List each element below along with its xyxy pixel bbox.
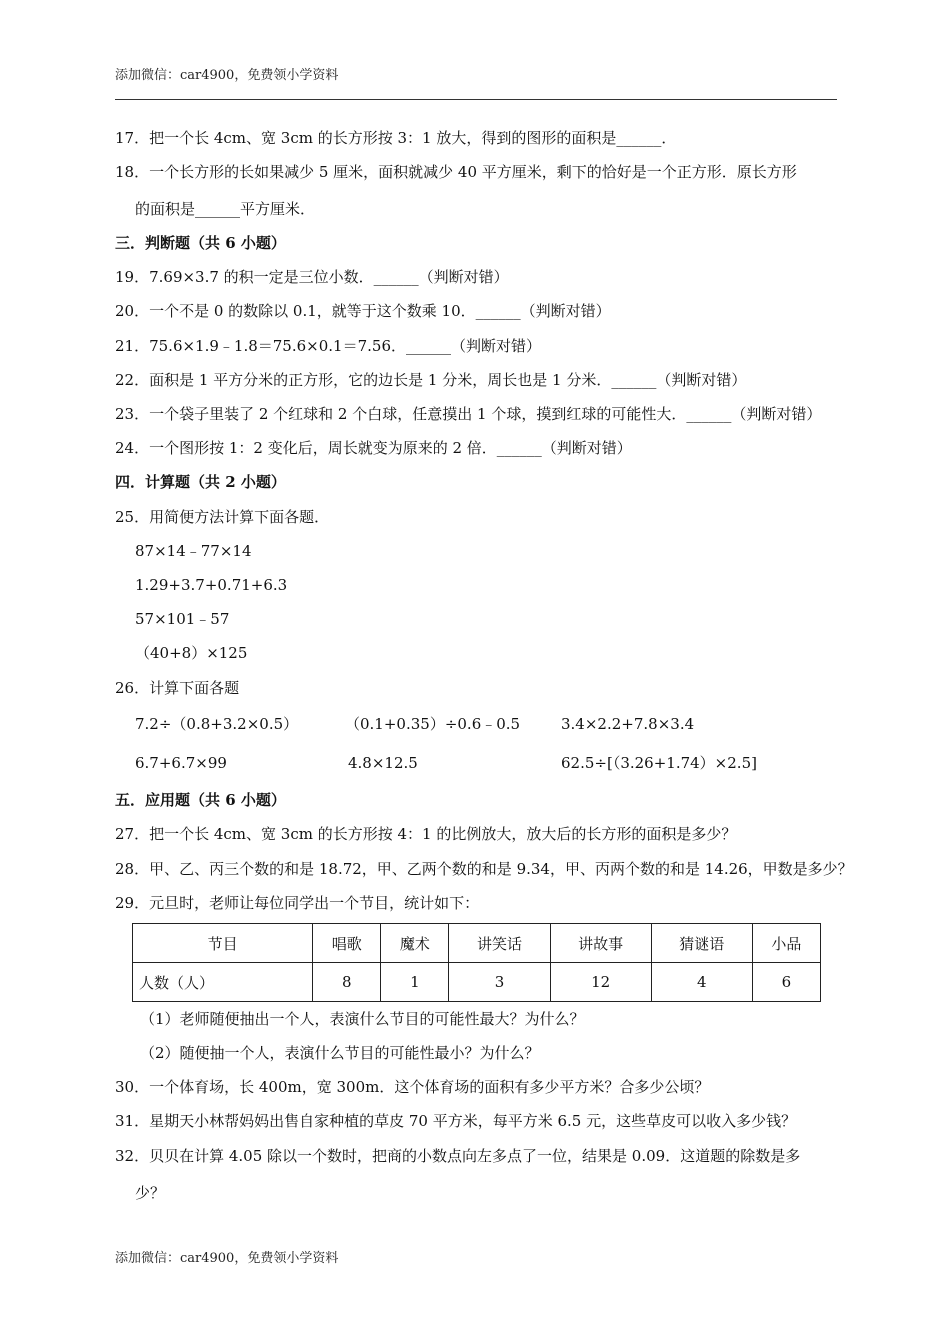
calc-item: （0.1+0.35）÷0.6﹣0.5 xyxy=(345,715,521,733)
question-18-cont: 的面积是______平方厘米． xyxy=(135,200,316,218)
question-26: 26．计算下面各题 xyxy=(115,679,240,697)
question-22: 22．面积是 1 平方分米的正方形，它的边长是 1 分米，周长也是 1 分米．______（判断对错） xyxy=(115,371,747,389)
question-32-cont: 少？ xyxy=(135,1184,166,1202)
table-cell: 节目 xyxy=(133,924,313,963)
table-header-row xyxy=(133,924,821,963)
question-24: 24．一个图形按 1：2 变化后，周长就变为原来的 2 倍．______（判断对错） xyxy=(115,439,632,457)
question-32: 32．贝贝在计算 4.05 除以一个数时，把商的小数点向左多点了一位，结果是 0.09．这道题的除数是多 xyxy=(115,1147,801,1165)
calc-item: 87×14﹣77×14 xyxy=(135,542,252,560)
calc-item: 3.4×2.2+7.8×3.4 xyxy=(561,715,695,733)
calc-item: 57×101﹣57 xyxy=(135,610,230,628)
table-cell: 魔术 xyxy=(381,924,449,963)
question-27: 27．把一个长 4cm、宽 3cm 的长方形按 4：1 的比例放大，放大后的长方形的面积是多少？ xyxy=(115,825,737,843)
table-cell: 讲故事 xyxy=(550,924,651,963)
table-row xyxy=(133,963,821,1002)
calc-item: 62.5÷[（3.26+1.74）×2.5] xyxy=(561,754,757,772)
header-divider xyxy=(115,99,837,100)
table-cell: 讲笑话 xyxy=(449,924,550,963)
table-cell: 6 xyxy=(752,963,820,1002)
question-17: 17．把一个长 4cm、宽 3cm 的长方形按 3：1 放大，得到的图形的面积是______． xyxy=(115,129,677,147)
page-footer: 添加微信：car4900，免费领小学资料 xyxy=(115,1251,339,1266)
question-21: 21．75.6×1.9﹣1.8＝75.6×0.1＝7.56．______（判断对错） xyxy=(115,337,541,355)
question-29: 29．元旦时，老师让每位同学出一个节目，统计如下： xyxy=(115,894,480,912)
question-30: 30．一个体育场，长 400m，宽 300m．这个体育场的面积有多少平方米？合多少公顷？ xyxy=(115,1078,710,1096)
question-18: 18．一个长方形的长如果减少 5 厘米，面积就减少 40 平方厘米，剩下的恰好是一个正方形．原长方形 xyxy=(115,163,797,181)
question-25: 25．用简便方法计算下面各题． xyxy=(115,508,330,526)
table-cell: 唱歌 xyxy=(313,924,381,963)
question-29-part-1: （1）老师随便抽出一个人，表演什么节目的可能性最大？为什么？ xyxy=(140,1010,585,1028)
question-20: 20．一个不是 0 的数除以 0.1，就等于这个数乘 10．______（判断对错） xyxy=(115,302,611,320)
program-table xyxy=(132,923,821,1002)
question-31: 31．星期天小林帮妈妈出售自家种植的草皮 70 平方米，每平方米 6.5 元，这些草皮可以收入多少钱？ xyxy=(115,1112,797,1130)
table-cell: 4 xyxy=(651,963,752,1002)
table-cell: 1 xyxy=(381,963,449,1002)
section-5-title: 五．应用题（共 6 小题） xyxy=(115,791,286,809)
calc-item: 6.7+6.7×99 xyxy=(135,754,227,772)
section-4-title: 四．计算题（共 2 小题） xyxy=(115,473,286,491)
calc-item: （40+8）×125 xyxy=(135,644,248,662)
table-cell: 12 xyxy=(550,963,651,1002)
table-cell: 猜谜语 xyxy=(651,924,752,963)
table-cell: 小品 xyxy=(752,924,820,963)
calc-item: 7.2÷（0.8+3.2×0.5） xyxy=(135,715,299,733)
calc-item: 4.8×12.5 xyxy=(348,754,418,772)
section-3-title: 三．判断题（共 6 小题） xyxy=(115,234,286,252)
question-19: 19．7.69×3.7 的积一定是三位小数．______（判断对错） xyxy=(115,268,509,286)
question-23: 23．一个袋子里装了 2 个红球和 2 个白球，任意摸出 1 个球，摸到红球的可能性大．______（判断对错） xyxy=(115,405,822,423)
table-cell: 3 xyxy=(449,963,550,1002)
calc-item: 1.29+3.7+0.71+6.3 xyxy=(135,576,288,594)
question-29-part-2: （2）随便抽一个人，表演什么节目的可能性最小？为什么？ xyxy=(140,1044,540,1062)
table-cell: 8 xyxy=(313,963,381,1002)
page-header: 添加微信：car4900，免费领小学资料 xyxy=(115,68,339,83)
table-cell: 人数（人） xyxy=(133,963,313,1002)
question-28: 28．甲、乙、丙三个数的和是 18.72，甲、乙两个数的和是 9.34，甲、丙两个数的和是 14.26，甲数是多少？ xyxy=(115,860,853,878)
